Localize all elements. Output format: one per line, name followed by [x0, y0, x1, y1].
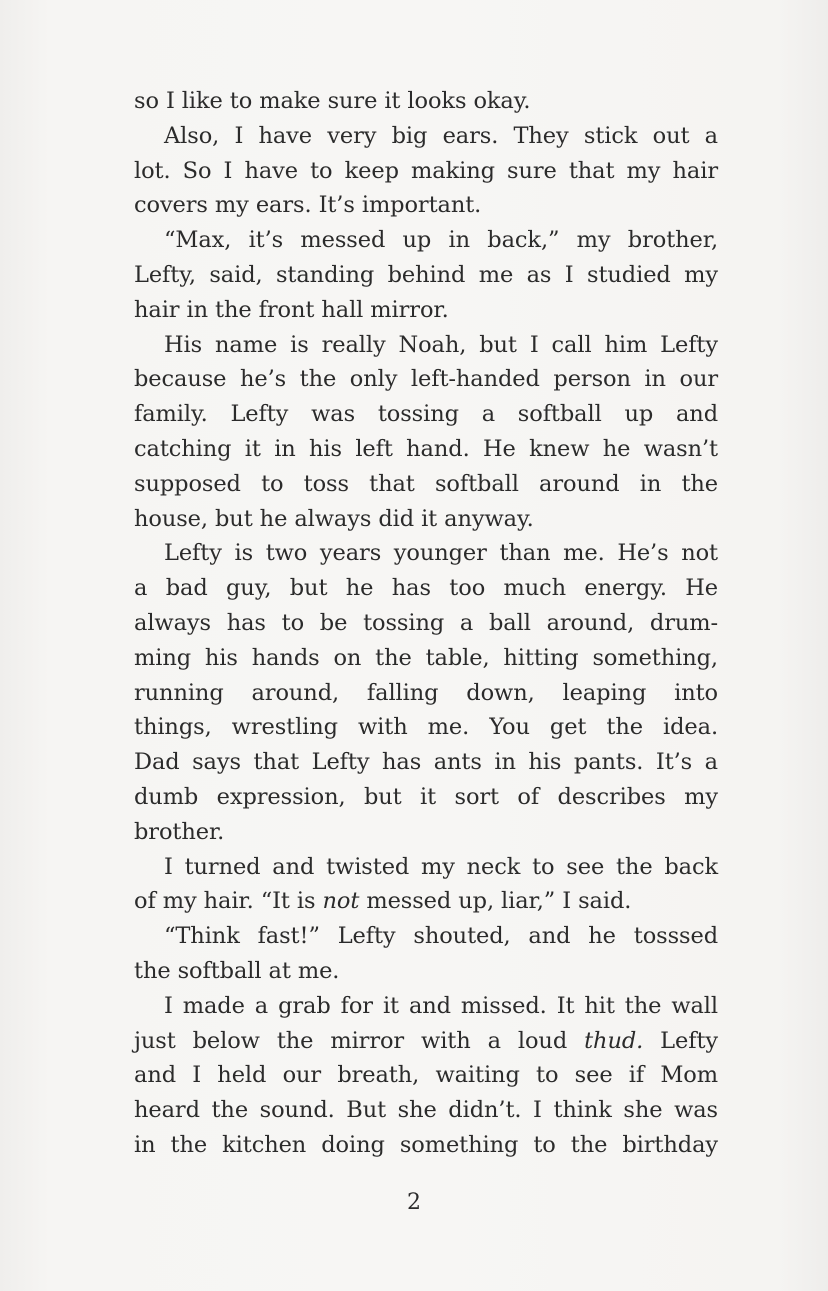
text-line: in the kitchen doing something to the birthday — [134, 1131, 718, 1158]
text-line: dumb expression, but it sort of describes my — [134, 783, 718, 810]
text-line: always has to be tossing a ball around, drum- — [134, 609, 718, 636]
text-line: covers my ears. It’s important. — [134, 192, 482, 219]
text-line: house, but he always did it anyway. — [134, 505, 534, 532]
text-line: family. Lefty was tossing a softball up and — [134, 401, 718, 428]
text-line: just below the mirror with a loud thud. Lefty — [134, 1027, 719, 1054]
text-line: ming his hands on the table, hitting something, — [134, 644, 718, 671]
text-line: I turned and twisted my neck to see the back — [164, 853, 718, 880]
text-line: Lefty is two years younger than me. He’s not — [164, 540, 718, 567]
emphasis-word: thud. — [584, 1027, 644, 1054]
text-line: I made a grab for it and missed. It hit the wall — [164, 992, 718, 1019]
text-line: hair in the front hall mirror. — [134, 296, 449, 323]
text-line: because he’s the only left-handed person in our — [134, 366, 718, 393]
text-line: heard the sound. But she didn’t. I think she was — [134, 1097, 718, 1124]
body-text — [134, 84, 718, 1163]
text-line: Dad says that Lefty has ants in his pants. It’s a — [134, 749, 718, 776]
text-line: and I held our breath, waiting to see if Mom — [134, 1062, 718, 1089]
text-line: catching it in his left hand. He knew he wasn’t — [134, 435, 718, 462]
text-line: things, wrestling with me. You get the idea. — [134, 714, 718, 741]
text-line: so I like to make sure it looks okay. — [134, 88, 531, 114]
text-line: “Think fast!” Lefty shouted, and he tosssed — [164, 923, 718, 950]
text-line: running around, falling down, leaping into — [134, 679, 718, 706]
text-line: lot. So I have to keep making sure that my hair — [134, 157, 718, 184]
text-line: a bad guy, but he has too much energy. He — [134, 575, 718, 602]
emphasis-word: not — [322, 888, 360, 915]
text-line: His name is really Noah, but I call him Lefty — [164, 331, 718, 358]
text-line: the softball at me. — [134, 957, 340, 984]
text-line: Lefty, said, standing behind me as I studied my — [134, 261, 718, 288]
text-line: supposed to toss that softball around in the — [134, 470, 718, 497]
text-line: brother. — [134, 818, 225, 845]
text-line: of my hair. “It is not messed up, liar,” I said. — [134, 888, 632, 915]
text-line: Also, I have very big ears. They stick out a — [164, 122, 718, 149]
text-line: “Max, it’s messed up in back,” my brother, — [164, 227, 718, 254]
page-number: 2 — [407, 1190, 421, 1215]
